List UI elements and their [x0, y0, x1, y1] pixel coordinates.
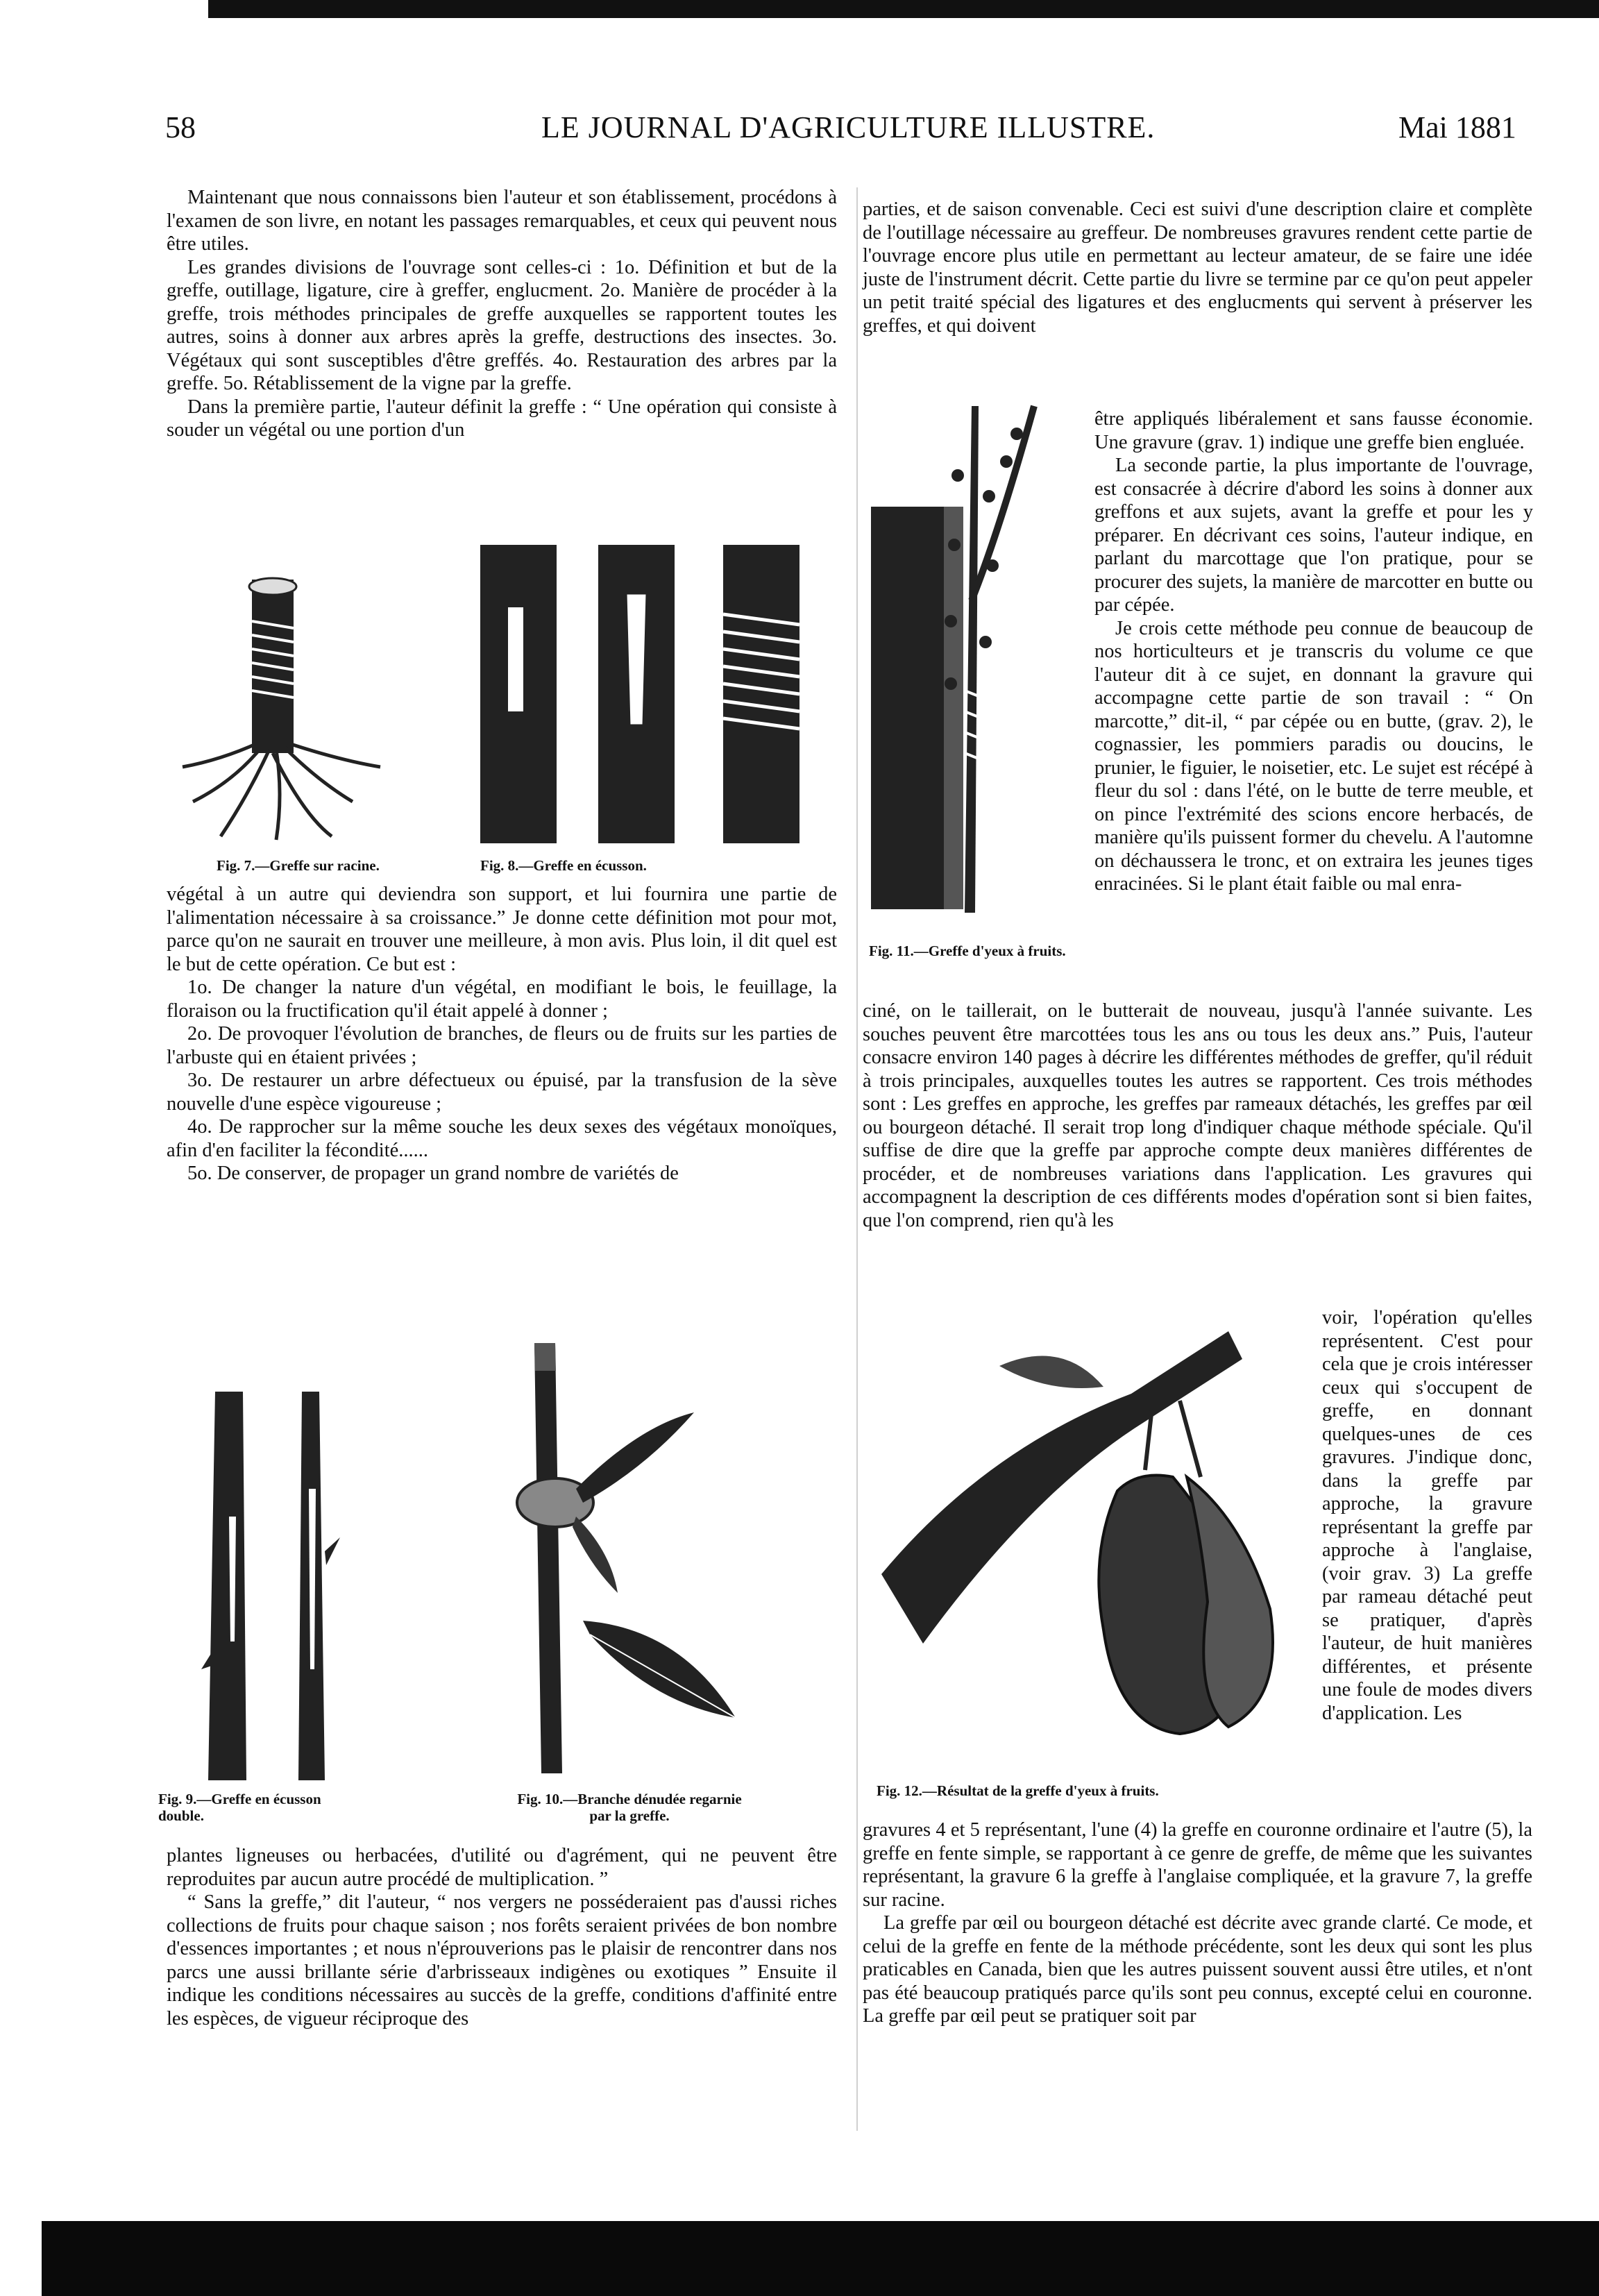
right-column-beside-fig-12 [1322, 1306, 1532, 1725]
main-branch [534, 1343, 562, 1773]
paragraph: Je crois cette méthode peu connue de beaucoup de nos horticulteurs et je transcris du volume ce que l'auteur dit à ce sujet, en donnant la gravure qui accompagne cette partie de son travail : “ On marcotte,” dit-il, “ par cépée ou en butte, (grav. 2), le cognassier, les pommiers paradis ou doucins, le prunier, le figuier, le noisetier, etc. Le sujet est récépé à fleur du sol : dans l'été, on le butte de terre meuble, et on pince l'extrémité des scions encore herbacés, de manière qu'ils puissent former du chevelu. A l'automne on déchaussera le tronc, et on extraira les jeunes tiges enracinées. Si le plant était faible ou mal enra- [1094, 617, 1533, 895]
bud-shield [626, 593, 647, 725]
paragraph: voir, l'opération qu'elles représentent. C'est pour cela que je crois intéresser ceux qui s'occupent de greffe, en donnant quelques-unes de ces gravures. J'indique donc, dans la greffe par approche, la gravure représentant la greffe par approche à l'anglaise, (voir grav. 3) La greffe par rameau détaché peut se pratiquer, d'après l'auteur, de huit manières différentes, et présente une foule de modes divers d'application. Les [1322, 1307, 1532, 1724]
issue-date: Mai 1881 [1398, 110, 1516, 144]
leaf [999, 1356, 1103, 1388]
paragraph: La seconde partie, la plus importante de l'ouvrage, est consacrée à décrire d'abord les soins à donner aux greffons et aux sujets, avant la greffe et pour les y préparer. En décrivant ces soins, l'auteur indique, en parlant du marcottage que l'on pratique, pour se procurer des sujets, la manière de marcotter en butte ou par cépée. [1094, 455, 1533, 616]
right-column-bottom-text [863, 1818, 1532, 2028]
figure-9-caption: Fig. 9.—Greffe en écusson double. [158, 1791, 321, 1824]
stem-left [208, 1392, 246, 1780]
left-column-top-text [167, 186, 837, 442]
figure-11-fruit-bud-graft [868, 392, 1076, 920]
figure-11-caption: Fig. 11.—Greffe d'yeux à fruits. [869, 943, 1066, 959]
list-item: 3o. De restaurer un arbre défectueux ou épuisé, par la transfusion de la sève nouvelle d'une espèce vigoureuse ; [167, 1070, 837, 1115]
right-column-middle-text [863, 999, 1532, 1232]
t-cut [508, 607, 523, 711]
paragraph: végétal à un autre qui deviendra son support, et lui fournira une partie de l'alimentation nécessaire à sa croissance.” Je donne cette définition mot pour mot, parce qu'on ne saurait en trouver une meilleure, à mon avis. Plus loin, il dit quel est le but de cette opération. Ce but est : [167, 884, 837, 975]
figure-7-caption: Fig. 7.—Greffe sur racine. [217, 857, 380, 874]
scan-top-border [208, 0, 1599, 18]
scan-bottom-border [42, 2221, 1599, 2296]
figure-10-branch-regrafted [472, 1329, 763, 1787]
list-item: 5o. De conserver, de propager un grand nombre de variétés de [187, 1163, 679, 1184]
scion [965, 406, 979, 913]
paragraph: gravures 4 et 5 représentant, l'une (4) la greffe en couronne ordinaire et l'autre (5), la greffe en fente simple, se rapportant à ce genre de greffe, de même que les suivantes représentant, la gravure 6 la greffe à l'anglaise compliquée, et la gravure 7, la greffe sur racine. [863, 1819, 1532, 1911]
twig [972, 406, 1034, 600]
page-number: 58 [165, 110, 196, 144]
graft-top [249, 578, 296, 595]
paragraph: Maintenant que nous connaissons bien l'auteur et son établissement, procédons à l'examen de son livre, en notant les passages remarquables, et ceux qui peuvent nous être utiles. [167, 187, 837, 255]
figure-7-root-graft [172, 538, 401, 843]
figure-12-graft-result-pears [881, 1310, 1305, 1755]
figure-8-caption: Fig. 8.—Greffe en écusson. [480, 857, 647, 874]
list-item: 4o. De rapprocher sur la même souche les deux sexes des végétaux monoïques, afin d'en faciliter la fécondité...... [167, 1116, 837, 1161]
journal-title: LE JOURNAL D'AGRICULTURE ILLUSTRE. [541, 110, 1156, 144]
figure-9-double-shield-graft [167, 1378, 375, 1787]
column-divider [856, 187, 858, 2131]
paragraph: Les grandes divisions de l'ouvrage sont celles-ci : 1o. Définition et but de la greffe, outillage, ligature, cire à greffer, englucment. 2o. Manière de procéder à la greffe, trois méthodes principales de greffe auxquelles se rapportent toutes les autres, soins à donner aux arbres après la greffe, destructions des insectes. 3o. Végétaux qui sont susceptibles d'être greffés. 4o. Restauration des arbres par la greffe. 5o. Rétablissement de la vigne par la greffe. [167, 256, 837, 394]
figure-12-caption: Fig. 12.—Résultat de la greffe d'yeux à fruits. [877, 1782, 1159, 1799]
right-column-top-text [863, 198, 1532, 337]
leaf-small [573, 1517, 618, 1593]
list-item: 2o. De provoquer l'évolution de branches, de fleurs ou de fruits sur les parties de l'arbuste qui en étaient privées ; [167, 1023, 837, 1068]
paragraph: La greffe par œil ou bourgeon détaché est décrite avec grande clarté. Ce mode, et celui de la greffe en fente de la méthode précédente, sont les deux qui sont les plus praticables en Canada, bien que les autres puissent souvent aussi être utiles, et n'ont pas été beaucoup pratiqués parce qu'ils sont peu connus, excepté celui en couronne. La greffe par œil peut se pratiquer soit par [863, 1912, 1532, 2027]
paragraph: être appliqués libéralement et sans fausse économie. Une gravure (grav. 1) indique une greffe bien engluée. [1094, 408, 1533, 453]
paragraph: ciné, on le taillerait, on le butterait de nouveau, jusqu'à l'année suivante. Les souches peuvent être marcottées tous les ans ou tous les deux ans.” Puis, l'auteur consacre environ 140 pages à décrire les différentes méthodes de greffer, qu'il réduit à trois principales, auxquelles toutes les autres se rapportent. Ces trois méthodes sont : Les greffes en approche, les greffes par rameaux détachés, les greffes par œil ou bourgeon détaché. Il serait trop long d'indiquer chaque méthode spéciale. Qu'il suffise de dire que la greffe par approche compte deux manières différentes de procéder, et de nombreuses variations dans l'application. Les gravures qui accompagnent la description de ces différents modes d'opération sont si bien faites, que l'on comprend, rien qu'à les [863, 1000, 1532, 1231]
paragraph: plantes ligneuses ou herbacées, d'utilité ou d'agrément, qui ne peuvent être reproduites par aucun autre procédé de multiplication. ” [167, 1845, 837, 1890]
roots [183, 743, 380, 840]
left-column-bottom-text [167, 1844, 837, 2030]
leaf-upper [576, 1412, 694, 1503]
paragraph: Dans la première partie, l'auteur définit la greffe : “ Une opération qui consiste à souder un végétal ou une portion d'un [167, 396, 837, 441]
figure-10-caption: Fig. 10.—Branche dénudée regarnie par la greffe. [517, 1791, 742, 1824]
paragraph: “ Sans la greffe,” dit l'auteur, “ nos vergers ne posséderaient pas d'aussi riches collections de fruits pour chaque saison ; nos forêts seraient privées de bon nombre d'essences importantes ; et nous n'éprouverions pas le plaisir de rencontrer dans nos parcs une aussi brillante série d'arbrisseaux indigènes ou exotiques ” Ensuite il indique les conditions nécessaires au succès de la greffe, conditions d'affinité entre les espèces, de vigueur réciproque des [167, 1891, 837, 2029]
list-item: 1o. De changer la nature d'un végétal, en modifiant le bois, le feuillage, la floraison ou la fructification qu'il était appelé à donner ; [167, 977, 837, 1022]
figure-8-shield-graft [466, 531, 841, 850]
left-column-middle-text [167, 883, 837, 1185]
paragraph: parties, et de saison convenable. Ceci est suivi d'une description claire et complète de l'outillage nécessaire au greffeur. De nombreuses gravures rendent cette partie de l'ouvrage encore plus utile en permettant au lecteur amateur, de se faire une idée juste de l'instrument décrit. Cette partie du livre se termine par ce qu'on peut appeler un petit traité spécial des ligatures et des englucments qui servent à préserver les greffes, et qui doivent [863, 199, 1532, 337]
leaf-lower [583, 1621, 736, 1718]
right-column-beside-fig-11 [1094, 407, 1533, 896]
